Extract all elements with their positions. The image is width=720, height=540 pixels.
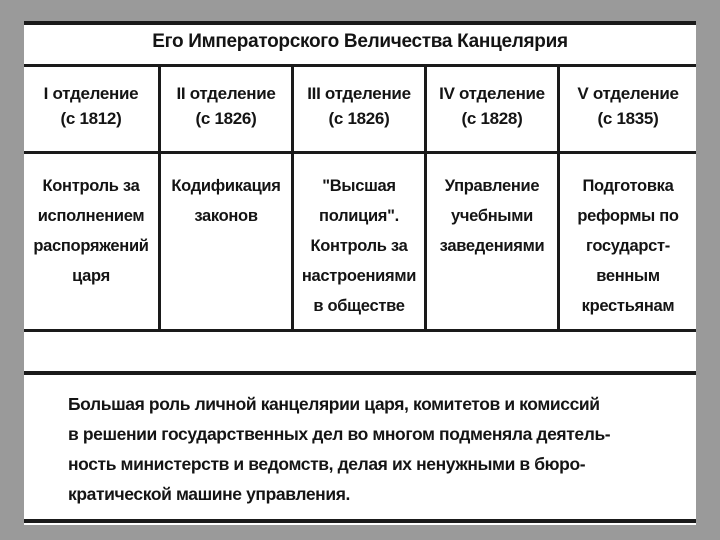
table-bottom-rule xyxy=(24,329,696,332)
department-2-header xyxy=(161,81,291,131)
department-3-function: "Высшая полиция". Контроль за настроениями в обществе xyxy=(301,177,417,315)
department-4-name: IV отделение xyxy=(439,84,545,103)
department-4-header xyxy=(427,81,557,131)
department-1-name: I отделение xyxy=(43,84,139,103)
department-5-name: V отделение xyxy=(577,84,679,103)
department-2-name: II отделение xyxy=(176,84,276,103)
top-rule xyxy=(24,21,696,25)
department-3-years: (с 1826) xyxy=(328,109,390,128)
department-1-years: (с 1812) xyxy=(60,109,122,128)
title-rule xyxy=(24,64,696,67)
department-5-years: (с 1835) xyxy=(597,109,659,128)
department-5-function: Подготовка реформы по государст- венным крестьянам xyxy=(577,177,679,315)
document-page xyxy=(24,21,696,525)
bottom-rule xyxy=(24,519,696,523)
table-title: Его Императорского Величества Канцелярия xyxy=(152,31,568,52)
department-2-years: (с 1826) xyxy=(195,109,257,128)
department-1-header xyxy=(24,81,158,131)
header-rule xyxy=(24,151,696,154)
summary-note: Большая роль личной канцелярии царя, комитетов и комиссий в решении государственных дел во многом подменяла деятель- ность министерств и ведомств, делая их ненужными в бюро- кратической машине управления. xyxy=(68,394,611,504)
department-5-header xyxy=(560,81,696,131)
department-1-function: Контроль за исполнением распоряжений царя xyxy=(33,177,149,285)
department-4-function: Управление учебными заведениями xyxy=(439,177,545,255)
department-4-years: (с 1828) xyxy=(461,109,523,128)
department-3-name: III отделение xyxy=(307,84,411,103)
department-3-header xyxy=(294,81,424,131)
note-top-rule xyxy=(24,371,696,375)
department-2-function: Кодификация законов xyxy=(171,177,281,225)
